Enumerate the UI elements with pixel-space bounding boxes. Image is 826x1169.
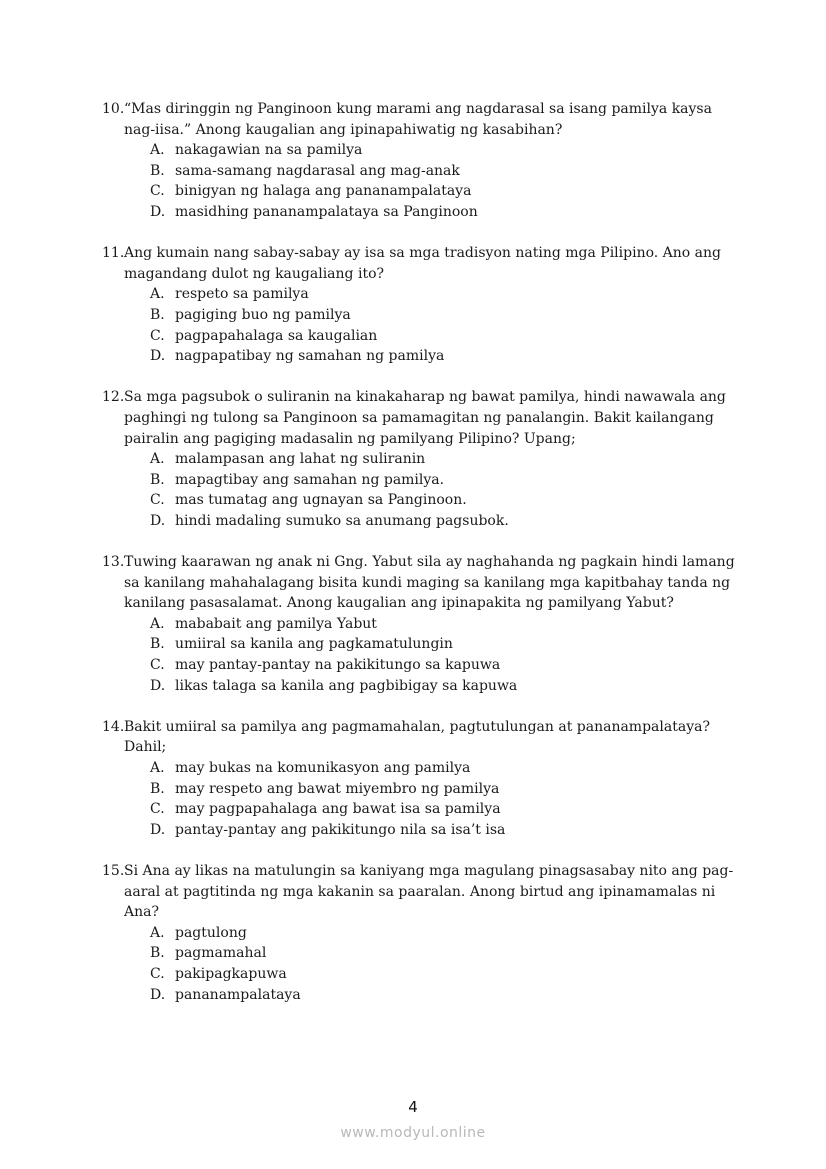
- option-letter: B.: [150, 945, 165, 962]
- answer-option: [102, 676, 742, 697]
- option-letter: A.: [150, 451, 165, 468]
- option-text: pakipagkapuwa: [175, 965, 287, 982]
- question-item: [102, 387, 742, 531]
- option-letter: C.: [150, 492, 165, 509]
- question-stem: [102, 552, 742, 614]
- option-text: may respeto ang bawat miyembro ng pamilya: [175, 780, 500, 797]
- option-letter: C.: [150, 327, 165, 344]
- question-text: “Mas diringgin ng Panginoon kung marami ang nagdarasal sa isang pamilya kaysa nag-iisa.” Anong kaugalian ang ipinapahiwatig ng kasabihan?: [124, 101, 712, 138]
- answer-option: [102, 799, 742, 820]
- option-text: may pagpapahalaga ang bawat isa sa pamilya: [175, 801, 501, 818]
- option-letter: C.: [150, 183, 165, 200]
- option-text: likas talaga sa kanila ang pagbibigay sa kapuwa: [175, 677, 518, 694]
- option-letter: A.: [150, 924, 165, 941]
- question-item: [102, 99, 742, 223]
- option-text: nagpapatibay ng samahan ng pamilya: [175, 348, 445, 365]
- option-letter: C.: [150, 965, 165, 982]
- answer-option: [102, 490, 742, 511]
- answer-option: [102, 758, 742, 779]
- option-text: mas tumatag ang ugnayan sa Panginoon.: [175, 492, 467, 509]
- question-stem: [102, 99, 742, 140]
- question-number: 15.: [102, 862, 125, 879]
- option-letter: A.: [150, 615, 165, 632]
- option-letter: B.: [150, 471, 165, 488]
- question-number: 12.: [102, 389, 125, 406]
- option-letter: C.: [150, 801, 165, 818]
- question-number: 14.: [102, 718, 125, 735]
- answer-option: [102, 202, 742, 223]
- option-letter: D.: [150, 986, 166, 1003]
- option-text: respeto sa pamilya: [175, 286, 309, 303]
- answer-option: [102, 511, 742, 532]
- option-letter: B.: [150, 636, 165, 653]
- answer-option: [102, 326, 742, 347]
- question-text: Tuwing kaarawan ng anak ni Gng. Yabut sila ay naghahanda ng pagkain hindi lamang sa kanilang mahahalagang bisita kundi maging sa kanilang mga kapitbahay tanda ng kanilang pasasalamat. Anong kaugalian ang ipinapakita ng pamilyang Yabut?: [124, 554, 735, 612]
- question-number: 11.: [102, 245, 125, 262]
- option-text: binigyan ng halaga ang pananampalataya: [175, 183, 472, 200]
- question-stem: [102, 243, 742, 284]
- question-list: [102, 99, 742, 1026]
- question-item: [102, 552, 742, 696]
- option-letter: D.: [150, 512, 166, 529]
- option-text: may pantay-pantay na pakikitungo sa kapuwa: [175, 657, 501, 674]
- option-letter: D.: [150, 203, 166, 220]
- answer-option: [102, 964, 742, 985]
- question-stem: [102, 861, 742, 923]
- answer-option: [102, 779, 742, 800]
- option-text: pagtulong: [175, 924, 247, 941]
- option-letter: A.: [150, 142, 165, 159]
- answer-option: [102, 305, 742, 326]
- answer-option: [102, 634, 742, 655]
- option-text: sama-samang nagdarasal ang mag-anak: [175, 162, 460, 179]
- option-letter: B.: [150, 162, 165, 179]
- question-item: [102, 243, 742, 367]
- option-text: mababait ang pamilya Yabut: [175, 615, 377, 632]
- answer-option: [102, 161, 742, 182]
- answer-option: [102, 140, 742, 161]
- answer-option: [102, 820, 742, 841]
- question-item: [102, 861, 742, 1005]
- answer-option: [102, 985, 742, 1006]
- question-text: Bakit umiiral sa pamilya ang pagmamahalan, pagtutulungan at pananampalataya? Dahil;: [124, 718, 710, 756]
- option-letter: A.: [150, 286, 165, 303]
- option-letter: B.: [150, 780, 165, 797]
- watermark: www.modyul.online: [340, 1125, 486, 1141]
- option-text: hindi madaling sumuko sa anumang pagsubok.: [175, 512, 509, 529]
- question-text: Ang kumain nang sabay-sabay ay isa sa mga tradisyon nating mga Pilipino. Ano ang magandang dulot ng kaugaliang ito?: [124, 245, 722, 282]
- question-number: 10.: [102, 101, 125, 117]
- answer-option: [102, 470, 742, 491]
- answer-option: [102, 655, 742, 676]
- answer-option: [102, 449, 742, 470]
- option-text: masidhing pananampalataya sa Panginoon: [175, 203, 478, 220]
- option-text: pananampalataya: [175, 986, 301, 1003]
- answer-option: [102, 923, 742, 944]
- option-letter: C.: [150, 657, 165, 674]
- question-item: [102, 717, 742, 841]
- answer-option: [102, 181, 742, 202]
- option-letter: D.: [150, 348, 166, 365]
- question-number: 13.: [102, 554, 125, 571]
- answer-option: [102, 284, 742, 305]
- question-text: Sa mga pagsubok o suliranin na kinakaharap ng bawat pamilya, hindi nawawala ang paghingi ng tulong sa Panginoon sa pamamagitan ng panalangin. Bakit kailangang pairalin ang pagiging madasalin ng pamilyang Pilipino? Upang;: [124, 389, 726, 447]
- option-text: mapagtibay ang samahan ng pamilya.: [175, 471, 445, 488]
- page-number: 4: [408, 1098, 418, 1116]
- question-stem: [102, 387, 742, 449]
- option-text: malampasan ang lahat ng suliranin: [175, 451, 426, 468]
- option-letter: B.: [150, 306, 165, 323]
- option-text: pantay-pantay ang pakikitungo nila sa isa’t isa: [175, 821, 506, 838]
- option-text: pagiging buo ng pamilya: [175, 306, 351, 323]
- option-text: pagmamahal: [175, 945, 267, 962]
- option-letter: D.: [150, 821, 166, 838]
- option-letter: A.: [150, 760, 165, 776]
- answer-option: [102, 943, 742, 964]
- option-text: nakagawian na sa pamilya: [175, 142, 363, 159]
- option-letter: D.: [150, 677, 166, 694]
- option-text: pagpapahalaga sa kaugalian: [175, 327, 378, 344]
- option-text: umiiral sa kanila ang pagkamatulungin: [175, 636, 453, 653]
- question-stem: [102, 717, 742, 758]
- question-text: Si Ana ay likas na matulungin sa kaniyang mga magulang pinagsasabay nito ang pag-aaral at pagtitinda ng mga kakanin sa paaralan. Anong birtud ang ipinamamalas ni Ana?: [124, 862, 734, 921]
- option-text: may bukas na komunikasyon ang pamilya: [175, 760, 471, 776]
- answer-option: [102, 614, 742, 635]
- answer-option: [102, 346, 742, 367]
